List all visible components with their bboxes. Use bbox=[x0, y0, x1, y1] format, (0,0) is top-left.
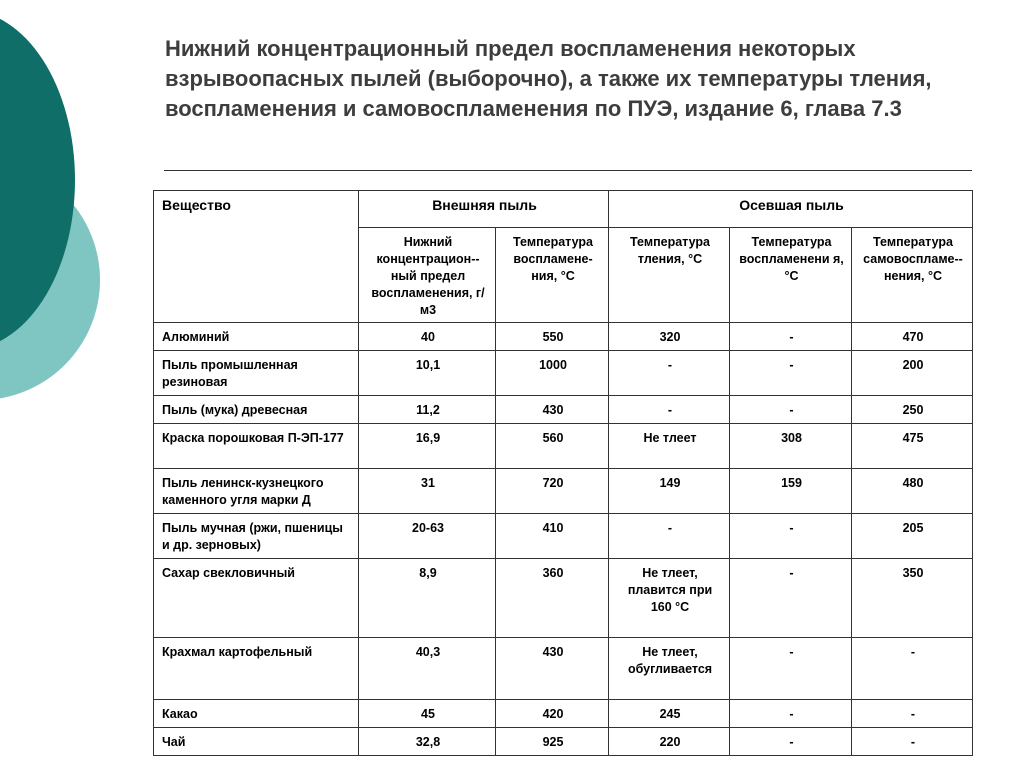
table-row bbox=[154, 700, 973, 728]
header-autoignition: Температура самовоспламе--нения, °С bbox=[852, 228, 973, 323]
cell-ignition-external: 430 bbox=[496, 396, 609, 424]
cell-ignition-settled: - bbox=[730, 514, 852, 559]
cell-autoignition: 350 bbox=[852, 559, 973, 638]
cell-lcl: 11,2 bbox=[359, 396, 496, 424]
cell-ignition-settled: - bbox=[730, 559, 852, 638]
cell-substance: Алюминий bbox=[154, 323, 359, 351]
table-row bbox=[154, 469, 973, 514]
slide-title: Нижний концентрационный предел воспламенения некоторых взрывоопасных пылей (выборочно), а также их температуры тления, воспламенения и самовоспламенения по ПУЭ, издание 6, глава 7.3 bbox=[165, 36, 932, 121]
header-lcl: Нижний концентрацион--ный предел воспламенения, г/м3 bbox=[359, 228, 496, 323]
cell-ignition-settled: - bbox=[730, 728, 852, 756]
cell-ignition-settled: - bbox=[730, 396, 852, 424]
cell-autoignition: 205 bbox=[852, 514, 973, 559]
cell-smoldering: 149 bbox=[609, 469, 730, 514]
cell-autoignition: - bbox=[852, 700, 973, 728]
cell-lcl: 40 bbox=[359, 323, 496, 351]
cell-ignition-settled: 159 bbox=[730, 469, 852, 514]
header-smoldering: Температура тления, °С bbox=[609, 228, 730, 323]
cell-autoignition: - bbox=[852, 638, 973, 700]
cell-ignition-external: 720 bbox=[496, 469, 609, 514]
cell-ignition-external: 430 bbox=[496, 638, 609, 700]
cell-autoignition: 480 bbox=[852, 469, 973, 514]
header-settled-dust: Осевшая пыль bbox=[609, 191, 973, 228]
table-row bbox=[154, 728, 973, 756]
cell-smoldering: 320 bbox=[609, 323, 730, 351]
header-ignition-settled: Температура воспламенени я, °С bbox=[730, 228, 852, 323]
table-row bbox=[154, 351, 973, 396]
cell-smoldering: Не тлеет, плавится при 160 °С bbox=[609, 559, 730, 638]
table-row bbox=[154, 559, 973, 638]
cell-lcl: 20-63 bbox=[359, 514, 496, 559]
cell-substance: Сахар свекловичный bbox=[154, 559, 359, 638]
table-row bbox=[154, 514, 973, 559]
cell-ignition-settled: - bbox=[730, 638, 852, 700]
table-row bbox=[154, 638, 973, 700]
cell-ignition-external: 560 bbox=[496, 424, 609, 469]
cell-ignition-external: 420 bbox=[496, 700, 609, 728]
cell-substance: Какао bbox=[154, 700, 359, 728]
cell-smoldering: - bbox=[609, 514, 730, 559]
cell-ignition-settled: - bbox=[730, 323, 852, 351]
table-row bbox=[154, 323, 973, 351]
cell-lcl: 32,8 bbox=[359, 728, 496, 756]
cell-ignition-external: 410 bbox=[496, 514, 609, 559]
cell-ignition-external: 1000 bbox=[496, 351, 609, 396]
cell-smoldering: - bbox=[609, 351, 730, 396]
dust-table bbox=[153, 190, 973, 756]
cell-substance: Пыль ленинск-кузнецкого каменного угля марки Д bbox=[154, 469, 359, 514]
cell-autoignition: 200 bbox=[852, 351, 973, 396]
cell-autoignition: 470 bbox=[852, 323, 973, 351]
header-external-dust: Внешняя пыль bbox=[359, 191, 609, 228]
cell-autoignition: - bbox=[852, 728, 973, 756]
cell-ignition-settled: - bbox=[730, 351, 852, 396]
cell-smoldering: 220 bbox=[609, 728, 730, 756]
cell-substance: Чай bbox=[154, 728, 359, 756]
title-divider bbox=[164, 170, 972, 171]
table-body bbox=[154, 323, 973, 756]
table-row bbox=[154, 424, 973, 469]
cell-autoignition: 250 bbox=[852, 396, 973, 424]
cell-lcl: 31 bbox=[359, 469, 496, 514]
cell-ignition-external: 360 bbox=[496, 559, 609, 638]
cell-substance: Крахмал картофельный bbox=[154, 638, 359, 700]
cell-lcl: 40,3 bbox=[359, 638, 496, 700]
cell-smoldering: Не тлеет, обугливается bbox=[609, 638, 730, 700]
cell-substance: Краска порошковая П-ЭП-177 bbox=[154, 424, 359, 469]
cell-lcl: 45 bbox=[359, 700, 496, 728]
cell-ignition-external: 550 bbox=[496, 323, 609, 351]
table-row bbox=[154, 396, 973, 424]
cell-ignition-external: 925 bbox=[496, 728, 609, 756]
cell-smoldering: 245 bbox=[609, 700, 730, 728]
cell-lcl: 8,9 bbox=[359, 559, 496, 638]
cell-lcl: 16,9 bbox=[359, 424, 496, 469]
cell-ignition-settled: - bbox=[730, 700, 852, 728]
cell-smoldering: Не тлеет bbox=[609, 424, 730, 469]
cell-ignition-settled: 308 bbox=[730, 424, 852, 469]
cell-substance: Пыль мучная (ржи, пшеницы и др. зерновых) bbox=[154, 514, 359, 559]
cell-substance: Пыль (мука) древесная bbox=[154, 396, 359, 424]
cell-autoignition: 475 bbox=[852, 424, 973, 469]
cell-substance: Пыль промышленная резиновая bbox=[154, 351, 359, 396]
cell-lcl: 10,1 bbox=[359, 351, 496, 396]
cell-smoldering: - bbox=[609, 396, 730, 424]
header-ignition-external: Температура воспламене-ния, °С bbox=[496, 228, 609, 323]
header-substance: Вещество bbox=[154, 191, 359, 323]
